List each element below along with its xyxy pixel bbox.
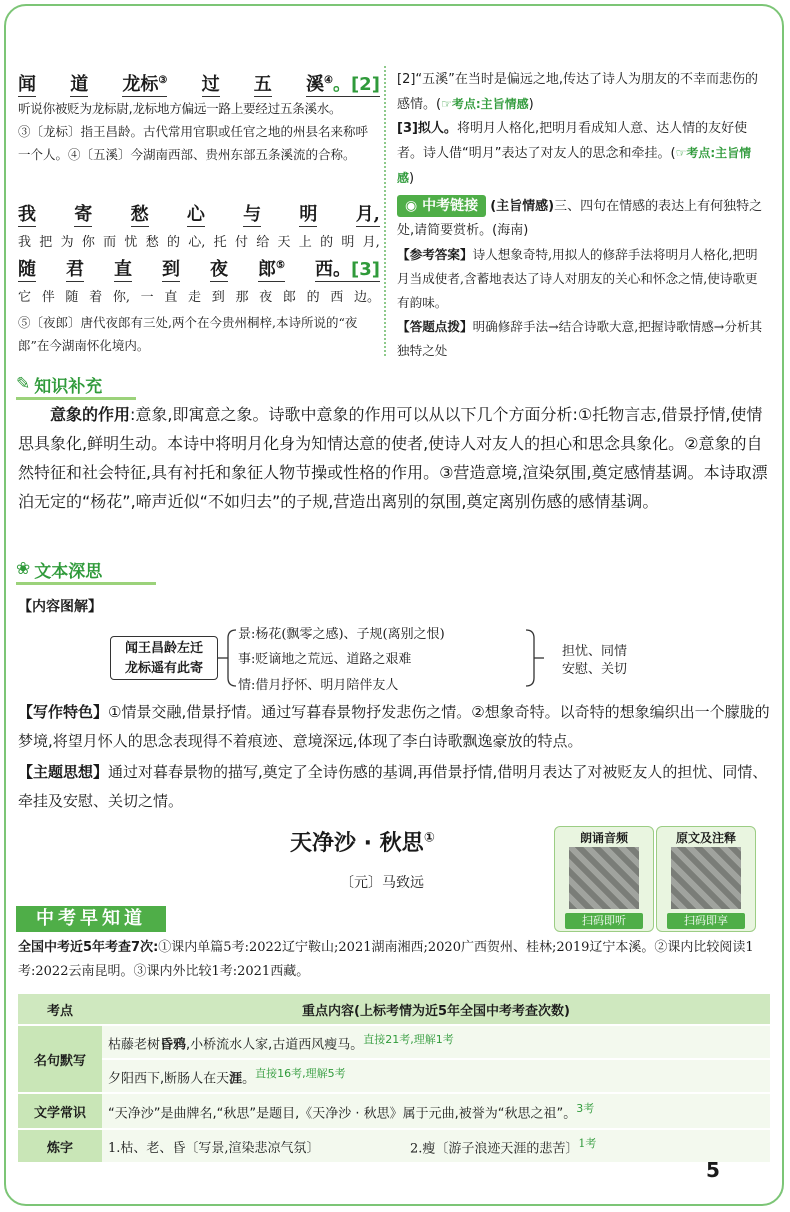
table-cell: “天净沙”是曲牌名,“秋思”是题目,《天净沙 · 秋思》属于元曲,被誉为“秋思之祖”。$^{3考}$	[102, 1093, 770, 1129]
hand-icon: ☞	[675, 146, 687, 160]
gloss-1: ③〔龙标〕指王昌龄。古代常用官职或任官之地的州县名来称呼一个人。④〔五溪〕今湖南西部、贵州东部五条溪流的合称。	[18, 124, 369, 162]
diagram-item-emotion: 情:借月抒怀、明月陪伴友人	[238, 678, 399, 693]
table-row	[18, 1129, 770, 1163]
note-2: [2]“五溪”在当时是偏远之地,传达了诗人为朋友的不幸而悲伤的感情。(☞考点:主旨情感)	[397, 72, 759, 112]
diagram-result-1: 担忧、同情	[562, 644, 628, 659]
poem-word: 闻	[18, 70, 36, 97]
section-title-deep: ❀ 文本深思	[16, 556, 156, 582]
poem2-author: 〔元〕马致远	[340, 875, 424, 891]
poem-word: 龙标③	[122, 70, 167, 97]
poem-word: 我	[18, 200, 36, 227]
poem-word: 直	[114, 255, 132, 282]
qr-audio-title: 朗诵音频	[579, 831, 628, 845]
gloss-2: ⑤〔夜郎〕唐代夜郎有三处,两个在今贵州桐梓,本诗所说的“夜郎”在今湖南怀化境内。	[18, 315, 358, 353]
poem-word: 西。[3]	[315, 255, 380, 282]
exam-preview-badge: 中考早知道	[16, 906, 166, 932]
poem-word: 心	[187, 200, 205, 227]
knowledge-paragraph: 意象的作用:意象,即寓意之象。诗歌中意象的作用可以从以下几个方面分析:①托物言志,借景抒情,使情思具象化,鲜明生动。本诗中将明月化身为知情达意的使者,使诗人对友人的担心和思念具象化。②意象的自然特征和社会特征,具有衬托和象征人物节操或性格的作用。③营造意境,渲染氛围,奠定感情基调。本诗取漂泊无定的“杨花”,啼声近似“不如归去”的子规,营造出离别的氛围,奠定离别伤感的感情基调。	[18, 405, 768, 511]
page-number: 5	[706, 1158, 720, 1182]
poem-word: 明	[299, 200, 317, 227]
table-row	[18, 1059, 770, 1093]
poem-word: 道	[70, 70, 88, 97]
exam-point-tag: 考点:主旨情感	[397, 146, 752, 185]
poem-word: 愁	[131, 200, 149, 227]
diagram-item-event: 事:贬谪地之荒远、道路之艰难	[238, 652, 412, 667]
poem-line-3	[18, 255, 380, 282]
qr-audio-card[interactable]	[554, 826, 654, 932]
column-divider	[384, 66, 386, 356]
theme-idea: 【主题思想】通过对暮春景物的描写,奠定了全诗伤感的基调,再借景抒情,借明月表达了对被贬友人的担忧、同情、牵挂及安慰、关切之情。	[18, 763, 768, 810]
exam-summary: 全国中考近5年考查7次:①课内单篇5考:2022辽宁鞍山;2021湖南湘西;2020广西贺州、桂林;2019辽宁本溪。②课内比较阅读1考:2022云南昆明。③课内外比较1考:2021西藏。	[18, 940, 754, 979]
translation-3: 它 伴 随 着 你, 一 直 走 到 那 夜 郎 的 西 边。	[18, 290, 380, 305]
fan-icon: ❀	[16, 559, 31, 579]
table-cell: 夕阳西下,断肠人在天涯。$^{直接16考,理解5考}$	[102, 1059, 770, 1093]
poem-word: 月,	[356, 200, 380, 227]
translation-2: 我 把 为 你 而 忧 愁 的 心, 托 付 给 天 上 的 明 月,	[18, 235, 380, 250]
lightbulb-icon: ✎	[16, 374, 31, 394]
answer-tips: 【答题点拨】明确修辞手法→结合诗歌大意,把握诗歌情感→分析其独特之处	[397, 319, 763, 358]
poem-word: 溪④。[2]	[306, 70, 380, 97]
diagram-title-box: 闻王昌龄左迁 龙标遥有此寄	[110, 636, 218, 680]
hand-icon: ☞	[441, 97, 452, 111]
exam-link: ◉ 中考链接 (主旨情感)三、四句在情感的表达上有何独特之处,请简要赏析。(海南)	[397, 195, 767, 243]
table-cell: 2.瘦〔游子浪迹天涯的悲苦〕$^{1考}$	[404, 1129, 770, 1163]
table-row	[18, 1093, 770, 1129]
row-label: 名句默写	[18, 1025, 102, 1093]
column-header: 重点内容(上标考情为近5年全国中考考查次数)	[102, 994, 770, 1025]
diagram-result-2: 安慰、关切	[562, 662, 628, 677]
poem-word: 夜	[210, 255, 228, 282]
right-notes	[397, 68, 767, 358]
qr-text-card[interactable]	[656, 826, 756, 932]
reference-answer: 【参考答案】诗人想象奇特,用拟人的修辞手法将明月人格化,把明月当成使者,含蓄地表达了诗人对朋友的关心和怀念之情,使诗歌更有韵味。	[397, 247, 758, 310]
qr-text-title: 原文及注释	[675, 831, 736, 845]
row-label: 文学常识	[18, 1093, 102, 1129]
writing-features: 【写作特色】①情景交融,借景抒情。通过写暮春景物抒发悲伤之情。②想象奇特。以奇特的想象编织出一个朦胧的梦境,将望月怀人的思念表现得不着痕迹、意境深远,体现了李白诗歌飘逸豪放的特点。	[18, 703, 770, 750]
table-cell: 枯藤老树昏鸦,小桥流水人家,古道西风瘦马。$^{直接21考,理解1考}$	[102, 1025, 770, 1059]
poem-word: 五	[254, 70, 272, 97]
table-cell: 1.枯、老、昏〔写景,渲染悲凉气氛〕	[102, 1129, 404, 1163]
poem-word: 寄	[74, 200, 92, 227]
section-title-knowledge: ✎ 知识补充	[16, 371, 136, 397]
link-icon: ◉	[405, 198, 418, 214]
row-label: 炼字	[18, 1129, 102, 1163]
exam-link-badge: ◉ 中考链接	[397, 195, 486, 217]
poem-word: 郎⑤	[258, 255, 285, 282]
poem-word: 随	[18, 255, 36, 282]
qr-code-icon	[569, 847, 639, 909]
poem-word: 过	[202, 70, 220, 97]
table-header	[18, 994, 770, 1025]
column-header: 考点	[18, 994, 102, 1025]
poem-line-1	[18, 70, 380, 97]
key-points-table	[18, 994, 770, 1164]
diagram-label: 【内容图解】	[18, 599, 102, 615]
poem-line-2	[18, 200, 380, 227]
exam-point-tag: 考点:主旨情感	[451, 97, 529, 111]
qr-text-foot: 扫码即享	[667, 913, 745, 929]
qr-audio-foot: 扫码即听	[565, 913, 643, 929]
diagram-item-scene: 景:杨花(飘零之感)、子规(离别之恨)	[238, 627, 445, 642]
poem-word: 君	[66, 255, 84, 282]
translation-1: 听说你被贬为龙标尉,龙标地方偏远一路上要经过五条溪水。	[18, 101, 342, 116]
table-row	[18, 1025, 770, 1059]
qr-code-icon	[671, 847, 741, 909]
note-3: [3]拟人。将明月人格化,把明月看成知人意、达人情的友好使者。诗人借“明月”表达了对友人的思念和牵挂。(☞考点:主旨情感)	[397, 121, 752, 186]
poem-word: 与	[243, 200, 261, 227]
poem-word: 到	[162, 255, 180, 282]
poem2-title: 天净沙 · 秋思①	[290, 830, 435, 856]
